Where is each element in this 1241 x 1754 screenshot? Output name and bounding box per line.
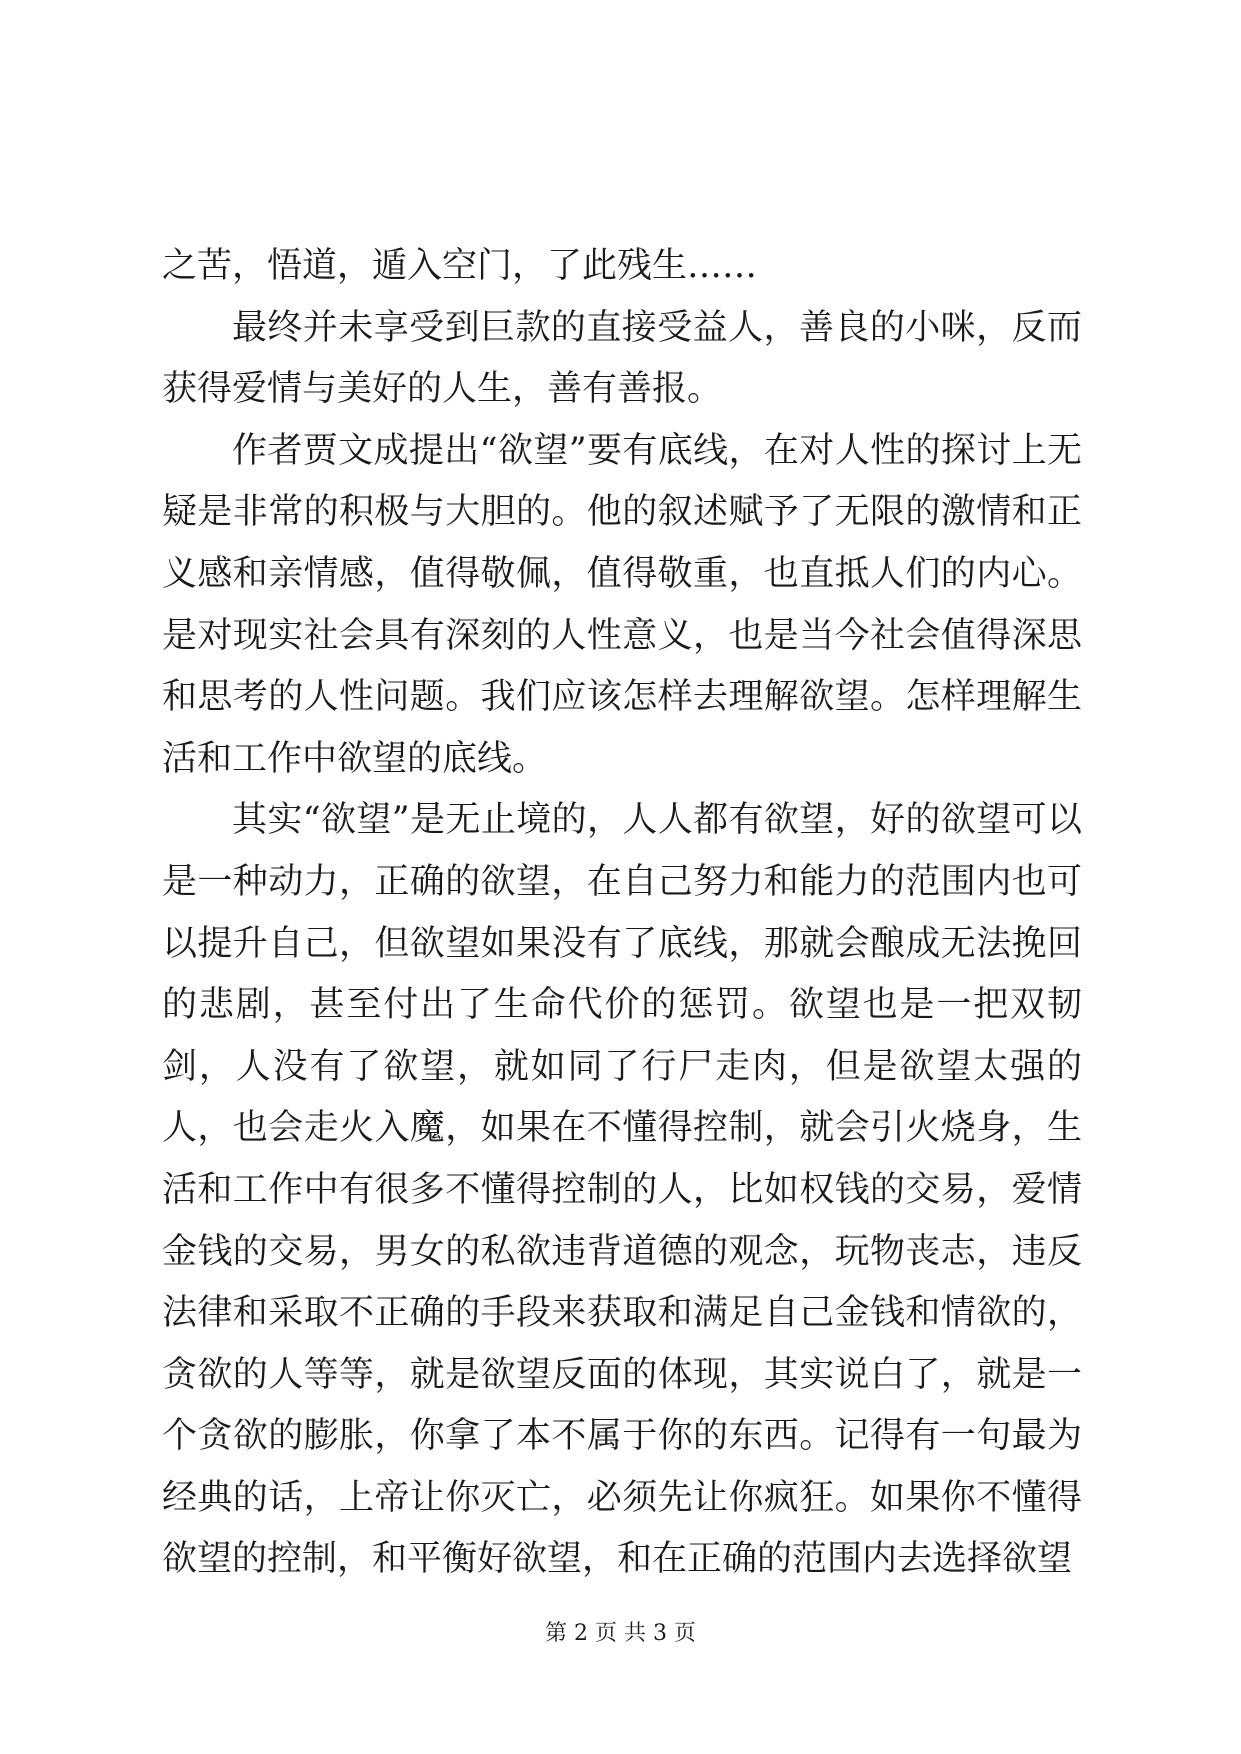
document-body — [162, 236, 1082, 1591]
paragraph-desire-discussion: 其实“欲望”是无止境的，人人都有欲望，好的欲望可以是一种动力，正确的欲望，在自己努力和能力的范围内也可以提升自己，但欲望如果没有了底线，那就会酿成无法挽回的悲剧，甚至付出了生命代价的惩罚。欲望也是一把双韧剑，人没有了欲望，就如同了行尸走肉，但是欲望太强的人，也会走火入魔，如果在不懂得控制，就会引火烧身，生活和工作中有很多不懂得控制的人，比如权钱的交易，爱情金钱的交易，男女的私欲违背道德的观念，玩物丧志，违反法律和采取不正确的手段来获取和满足自己金钱和情欲的，贪欲的人等等，就是欲望反面的体现，其实说白了，就是一个贪欲的膨胀，你拿了本不属于你的东西。记得有一句最为经典的话，上帝让你灭亡，必须先让你疯狂。如果你不懂得欲望的控制，和平衡好欲望，和在正确的范围内去选择欲望 — [162, 800, 1082, 1580]
paragraph-continuation: 之苦，悟道，遁入空门，了此残生…… — [162, 246, 758, 286]
paragraph-author-view: 作者贾文成提出“欲望”要有底线，在对人性的探讨上无疑是非常的积极与大胆的。他的叙述赋予了无限的激情和正义感和亲情感，值得敬佩，值得敬重，也直抵人们的内心。是对现实社会具有深刻的人性意义，也是当今社会值得深思和思考的人性问题。我们应该怎样去理解欲望。怎样理解生活和工作中欲望的底线。 — [162, 430, 1082, 779]
page-number-footer: 第 2 页 共 3 页 — [545, 1621, 696, 1646]
paragraph-xiaomi: 最终并未享受到巨款的直接受益人，善良的小咪，反而获得爱情与美好的人生，善有善报。 — [162, 307, 1082, 410]
